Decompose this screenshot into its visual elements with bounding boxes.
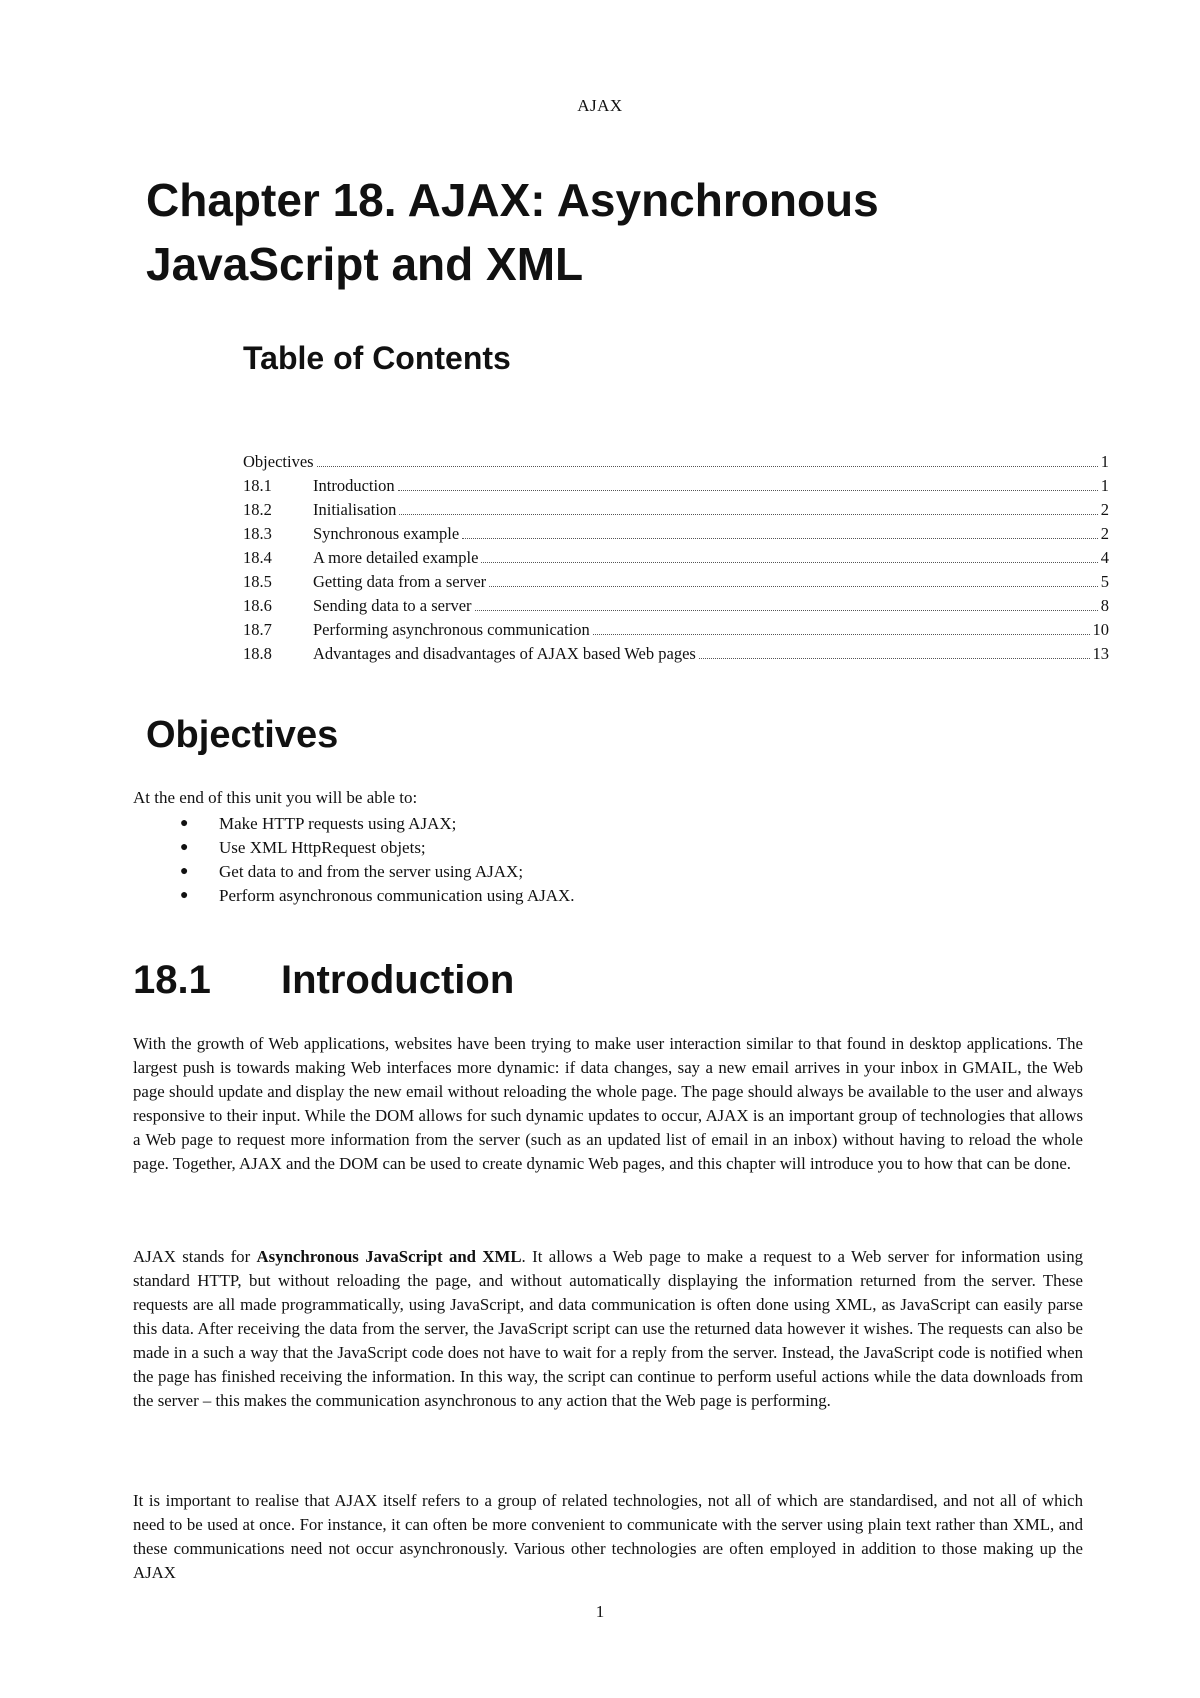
- toc-entry-number: 18.5: [243, 572, 272, 591]
- toc-entry-label: Performing asynchronous communication: [313, 620, 590, 639]
- toc-entry[interactable]: [243, 522, 1109, 546]
- bullet-icon: ●: [180, 840, 189, 855]
- toc-dot-leader: [489, 570, 1098, 587]
- toc-entry-number: 18.6: [243, 596, 272, 615]
- objective-text: Get data to and from the server using AJAX;: [219, 862, 524, 881]
- toc-entry-page: 13: [1092, 644, 1109, 663]
- toc-entry-number: 18.3: [243, 524, 272, 543]
- toc-entry-label: Getting data from a server: [313, 572, 487, 591]
- toc-entry[interactable]: [243, 546, 1109, 570]
- objective-text: Use XML HttpRequest objets;: [219, 838, 426, 857]
- bullet-icon: ●: [180, 864, 189, 879]
- toc-title: Table of Contents: [243, 340, 511, 376]
- toc-entry[interactable]: [243, 594, 1109, 618]
- toc-entry[interactable]: [243, 474, 1109, 498]
- bullet-icon: ●: [180, 816, 189, 831]
- toc-entry-label: Initialisation: [313, 500, 397, 519]
- toc-dot-leader: [399, 498, 1097, 515]
- toc-entry-label: Introduction: [313, 476, 395, 495]
- objectives-heading: Objectives: [146, 714, 339, 756]
- bullet-icon: ●: [180, 888, 189, 903]
- toc-entry-label: A more detailed example: [313, 548, 479, 567]
- section-number: 18.1: [133, 958, 211, 1002]
- objective-text: Make HTTP requests using AJAX;: [219, 814, 457, 833]
- toc-entry-number: 18.2: [243, 500, 272, 519]
- toc-entry-label: Advantages and disadvantages of AJAX based Web pages: [313, 644, 696, 663]
- p2-text-before: AJAX stands for: [133, 1247, 257, 1266]
- toc-entry[interactable]: [243, 450, 1109, 474]
- objectives-intro: At the end of this unit you will be able to:: [133, 788, 418, 807]
- toc-entry-label: Sending data to a server: [313, 596, 472, 615]
- toc-entry-number: 18.8: [243, 644, 272, 663]
- intro-paragraph-1: With the growth of Web applications, websites have been trying to make user interaction similar to that found in desktop applications. The largest push is towards making Web interfaces more dynamic: if data changes, say a new email arrives in your inbox in GMAIL, the Web page should update and display the new email without reloading the whole page. The page should always be available to the user and always responsive to their input. While the DOM allows for such dynamic updates to occur, AJAX is an important group of technologies that allows a Web page to request more information from the server (such as an updated list of email in an inbox) without having to reload the whole page. Together, AJAX and the DOM can be used to create dynamic Web pages, and this chapter will introduce you to how that can be done.: [133, 1034, 1083, 1173]
- toc-dot-leader: [699, 642, 1090, 659]
- toc-entry[interactable]: [243, 618, 1109, 642]
- objectives-list: [180, 812, 575, 908]
- toc-entry-label: Synchronous example: [313, 524, 460, 543]
- chapter-title: [146, 168, 1046, 296]
- intro-paragraph-3-container: [133, 1489, 1083, 1586]
- intro-paragraph-2: [133, 1245, 1083, 1413]
- toc-entry-page: 10: [1092, 620, 1109, 639]
- toc-entry-page: 8: [1100, 596, 1109, 615]
- chapter-title-line-1: Chapter 18. AJAX: Asynchronous: [146, 174, 879, 226]
- toc-entry[interactable]: [243, 570, 1109, 594]
- objective-item: [180, 860, 575, 884]
- p2-text-after: . It allows a Web page to make a request to a Web server for information using standard HTTP, but without reloading the page, and without automatically displaying the information returned from the server. These requests are all made programmatically, using JavaScript, and data communication is often done using XML, as JavaScript can easily parse this data. After receiving the data from the server, the JavaScript script can use the returned data however it wishes. The requests can also be made in a such a way that the JavaScript code does not have to wait for a reply from the server. Instead, the JavaScript code is notified when the page has finished receiving the information. In this way, the script can continue to perform useful actions while the data downloads from the server – this makes the communication asynchronous to any action that the Web page is performing.: [133, 1247, 1083, 1410]
- running-header: AJAX: [577, 96, 623, 115]
- table-of-contents: [243, 450, 1109, 666]
- toc-dot-leader: [317, 450, 1098, 467]
- p2-ajax-expansion: Asynchronous JavaScript and XML: [256, 1247, 522, 1266]
- page-number: 1: [595, 1602, 605, 1621]
- objective-item: [180, 884, 575, 908]
- toc-dot-leader: [593, 618, 1090, 635]
- introduction-heading: [133, 958, 514, 1003]
- objective-item: [180, 836, 575, 860]
- intro-paragraph-3: It is important to realise that AJAX itself refers to a group of related technologies, not all of which are standardised, and not all of which need to be used at once. For instance, it can often be more convenient to communicate with the server using plain text rather than XML, and these communications need not occur asynchronously. Various other technologies are often employed in addition to those making up the AJAX: [133, 1491, 1083, 1582]
- objective-item: [180, 812, 575, 836]
- toc-entry-label: Objectives: [243, 452, 314, 471]
- toc-dot-leader: [398, 474, 1098, 491]
- toc-entry-page: 1: [1100, 452, 1109, 471]
- chapter-title-line-2: JavaScript and XML: [146, 238, 584, 290]
- section-title: Introduction: [281, 958, 515, 1002]
- toc-entry-page: 5: [1100, 572, 1109, 591]
- toc-dot-leader: [475, 594, 1098, 611]
- objective-text: Perform asynchronous communication using AJAX.: [219, 886, 575, 905]
- toc-dot-leader: [462, 522, 1098, 539]
- toc-entry[interactable]: [243, 642, 1109, 666]
- toc-entry-number: 18.7: [243, 620, 272, 639]
- toc-entry-page: 2: [1100, 500, 1109, 519]
- toc-entry-number: 18.4: [243, 548, 272, 567]
- toc-entry-number: 18.1: [243, 476, 272, 495]
- toc-dot-leader: [481, 546, 1097, 563]
- toc-entry-page: 2: [1100, 524, 1109, 543]
- toc-entry-page: 4: [1100, 548, 1109, 567]
- toc-entry-page: 1: [1100, 476, 1109, 495]
- toc-entry[interactable]: [243, 498, 1109, 522]
